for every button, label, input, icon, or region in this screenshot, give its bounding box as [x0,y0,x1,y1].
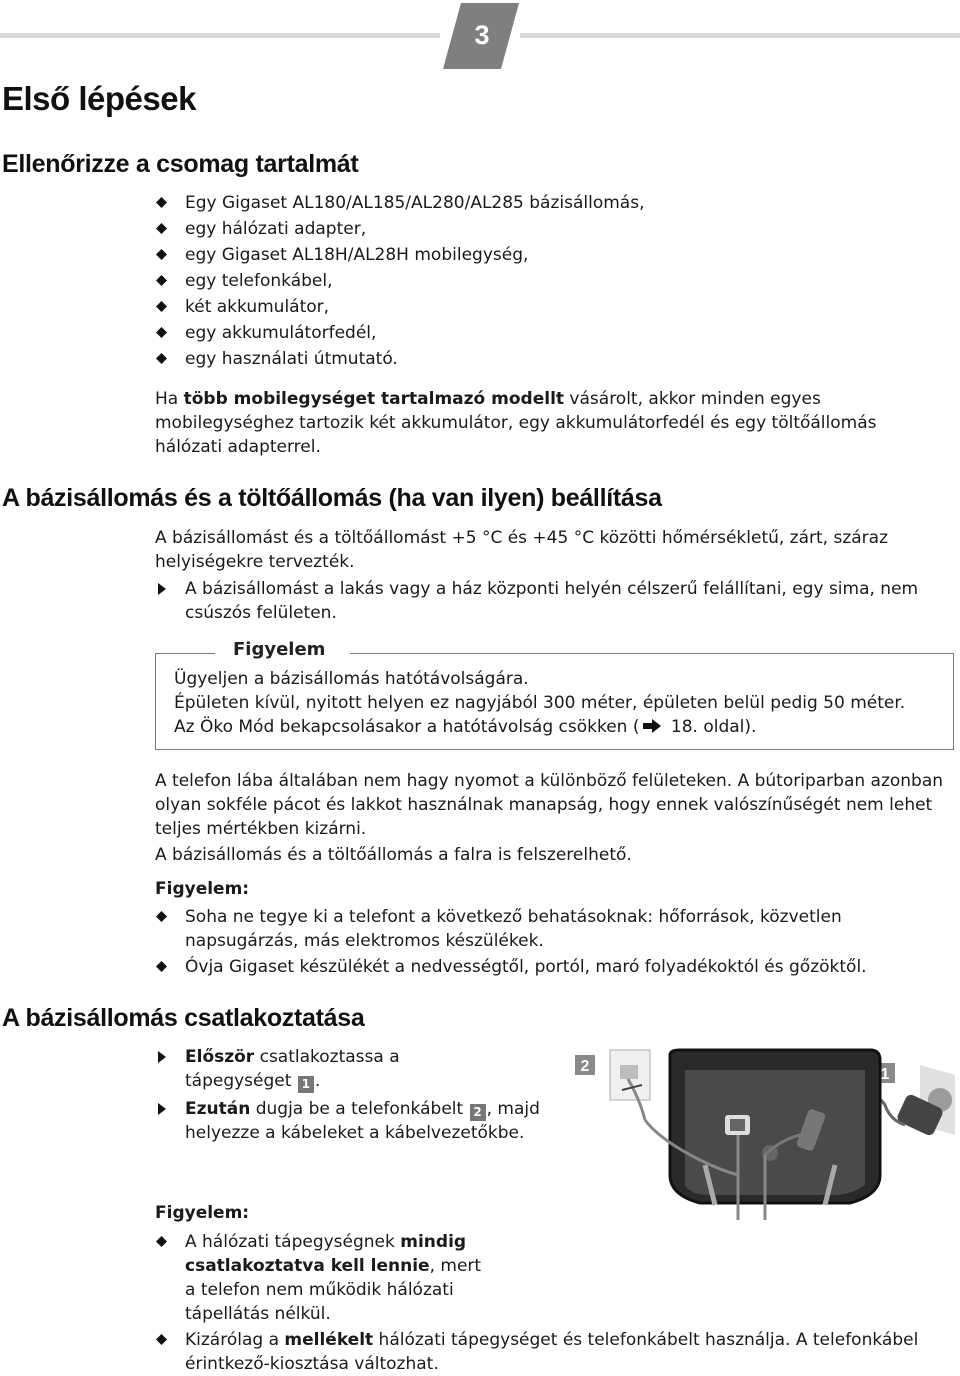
list-item: Soha ne tegye ki a telefont a következő behatásoknak: hőforrások, közvetlen napsugárzás, más elektromos készülékek. [155,905,915,953]
package-contents-list [155,191,945,371]
connect-warning-label: Figyelem: [155,1203,250,1223]
note-body [174,667,944,739]
list-item: egy Gigaset AL18H/AL28H mobilegység, [155,243,945,267]
wall-mount-paragraph: A bázisállomás és a töltőállomás a falra is felszerelhető. [155,845,632,865]
diamond-bullet-icon [156,223,167,234]
warning-label: Figyelem: [155,879,250,899]
section-heading-package: Ellenőrizze a csomag tartalmát [2,150,359,178]
diamond-bullet-icon [156,1334,167,1345]
list-item: egy használati útmutató. [155,347,945,371]
page-title: Első lépések [2,80,196,117]
setup-step: A bázisállomást a lakás vagy a ház központi helyén célszerű felállítani, egy sima, nem csúszós felületen. [155,577,960,625]
header-rule-right [520,33,960,38]
note-title: Figyelem [233,639,326,660]
warning-list [155,905,915,979]
figure-label-1: 1 [880,1066,890,1083]
list-item: két akkumulátor, [155,295,945,319]
header-rule-left [0,33,440,38]
triangle-step-icon [158,583,166,595]
diamond-bullet-icon [156,327,167,338]
triangle-step-icon [158,1103,166,1115]
list-item: A hálózati tápegységnek mindig csatlakoztatva kell lennie, mert a telefon nem működik hálózati tápellátás nélkül. [155,1230,495,1326]
callout-number-1: 1 [298,1076,314,1093]
figure-label-2: 2 [580,1058,590,1075]
page-number: 3 [474,20,490,50]
note-line: Épületen kívül, nyitott helyen ez nagyjából 300 méter, épületen belül pedig 50 méter. [174,693,906,713]
diamond-bullet-icon [156,197,167,208]
arrow-right-icon [641,719,663,733]
connect-warning-list [155,1230,960,1376]
list-item: egy telefonkábel, [155,269,945,293]
list-item: Kizárólag a mellékelt hálózati tápegységet és telefonkábelt használja. A telefonkábel érintkező-kiosztása változhat. [155,1328,960,1376]
triangle-step-icon [158,1051,166,1063]
diamond-bullet-icon [156,961,167,972]
multi-handset-paragraph: Ha több mobilegységet tartalmazó modellt vásárolt, akkor minden egyes mobilegységhez tartozik két akkumulátor, egy akkumulátorfedél és egy töltőállomás hálózati adapterrel. [155,389,877,457]
list-item: Óvja Gigaset készülékét a nedvességtől, portól, maró folyadékoktól és gőzöktől. [155,955,915,979]
surface-paragraph: A telefon lába általában nem hagy nyomot a különböző felületeken. A bútoriparban azonban olyan sokféle pácot és lakkot használnak manapság, hogy ennek valószínűségét nem lehet teljes mértékben kizárni. [155,771,944,839]
section-heading-connect: A bázisállomás csatlakoztatása [2,1004,365,1032]
setup-intro: A bázisállomást és a töltőállomást +5 °C és +45 °C közötti hőmérsékletű, zárt, száraz helyiségekre tervezték. [155,528,889,572]
diamond-bullet-icon [156,249,167,260]
connect-step-1: Először csatlakoztassa a tápegységet 1 . [155,1045,445,1093]
diamond-bullet-icon [156,275,167,286]
connect-step-2: Ezután dugja be a telefonkábelt 2 , majd helyezze a kábeleket a kábelvezetőkbe. [155,1097,540,1145]
diamond-bullet-icon [156,301,167,312]
diamond-bullet-icon [156,353,167,364]
list-item: egy hálózati adapter, [155,217,945,241]
callout-number-2: 2 [470,1104,486,1121]
list-item: egy akkumulátorfedél, [155,321,945,345]
diamond-bullet-icon [156,911,167,922]
list-item: Egy Gigaset AL180/AL185/AL280/AL285 bázisállomás, [155,191,945,215]
base-station-illustration [570,1045,955,1225]
note-line: Az Öko Mód bekapcsolásakor a hatótávolság csökken ( 18. oldal). [174,717,757,737]
note-line: Ügyeljen a bázisállomás hatótávolságára. [174,669,529,689]
diamond-bullet-icon [156,1236,167,1247]
section-heading-setup: A bázisállomás és a töltőállomás (ha van ilyen) beállítása [2,484,662,512]
